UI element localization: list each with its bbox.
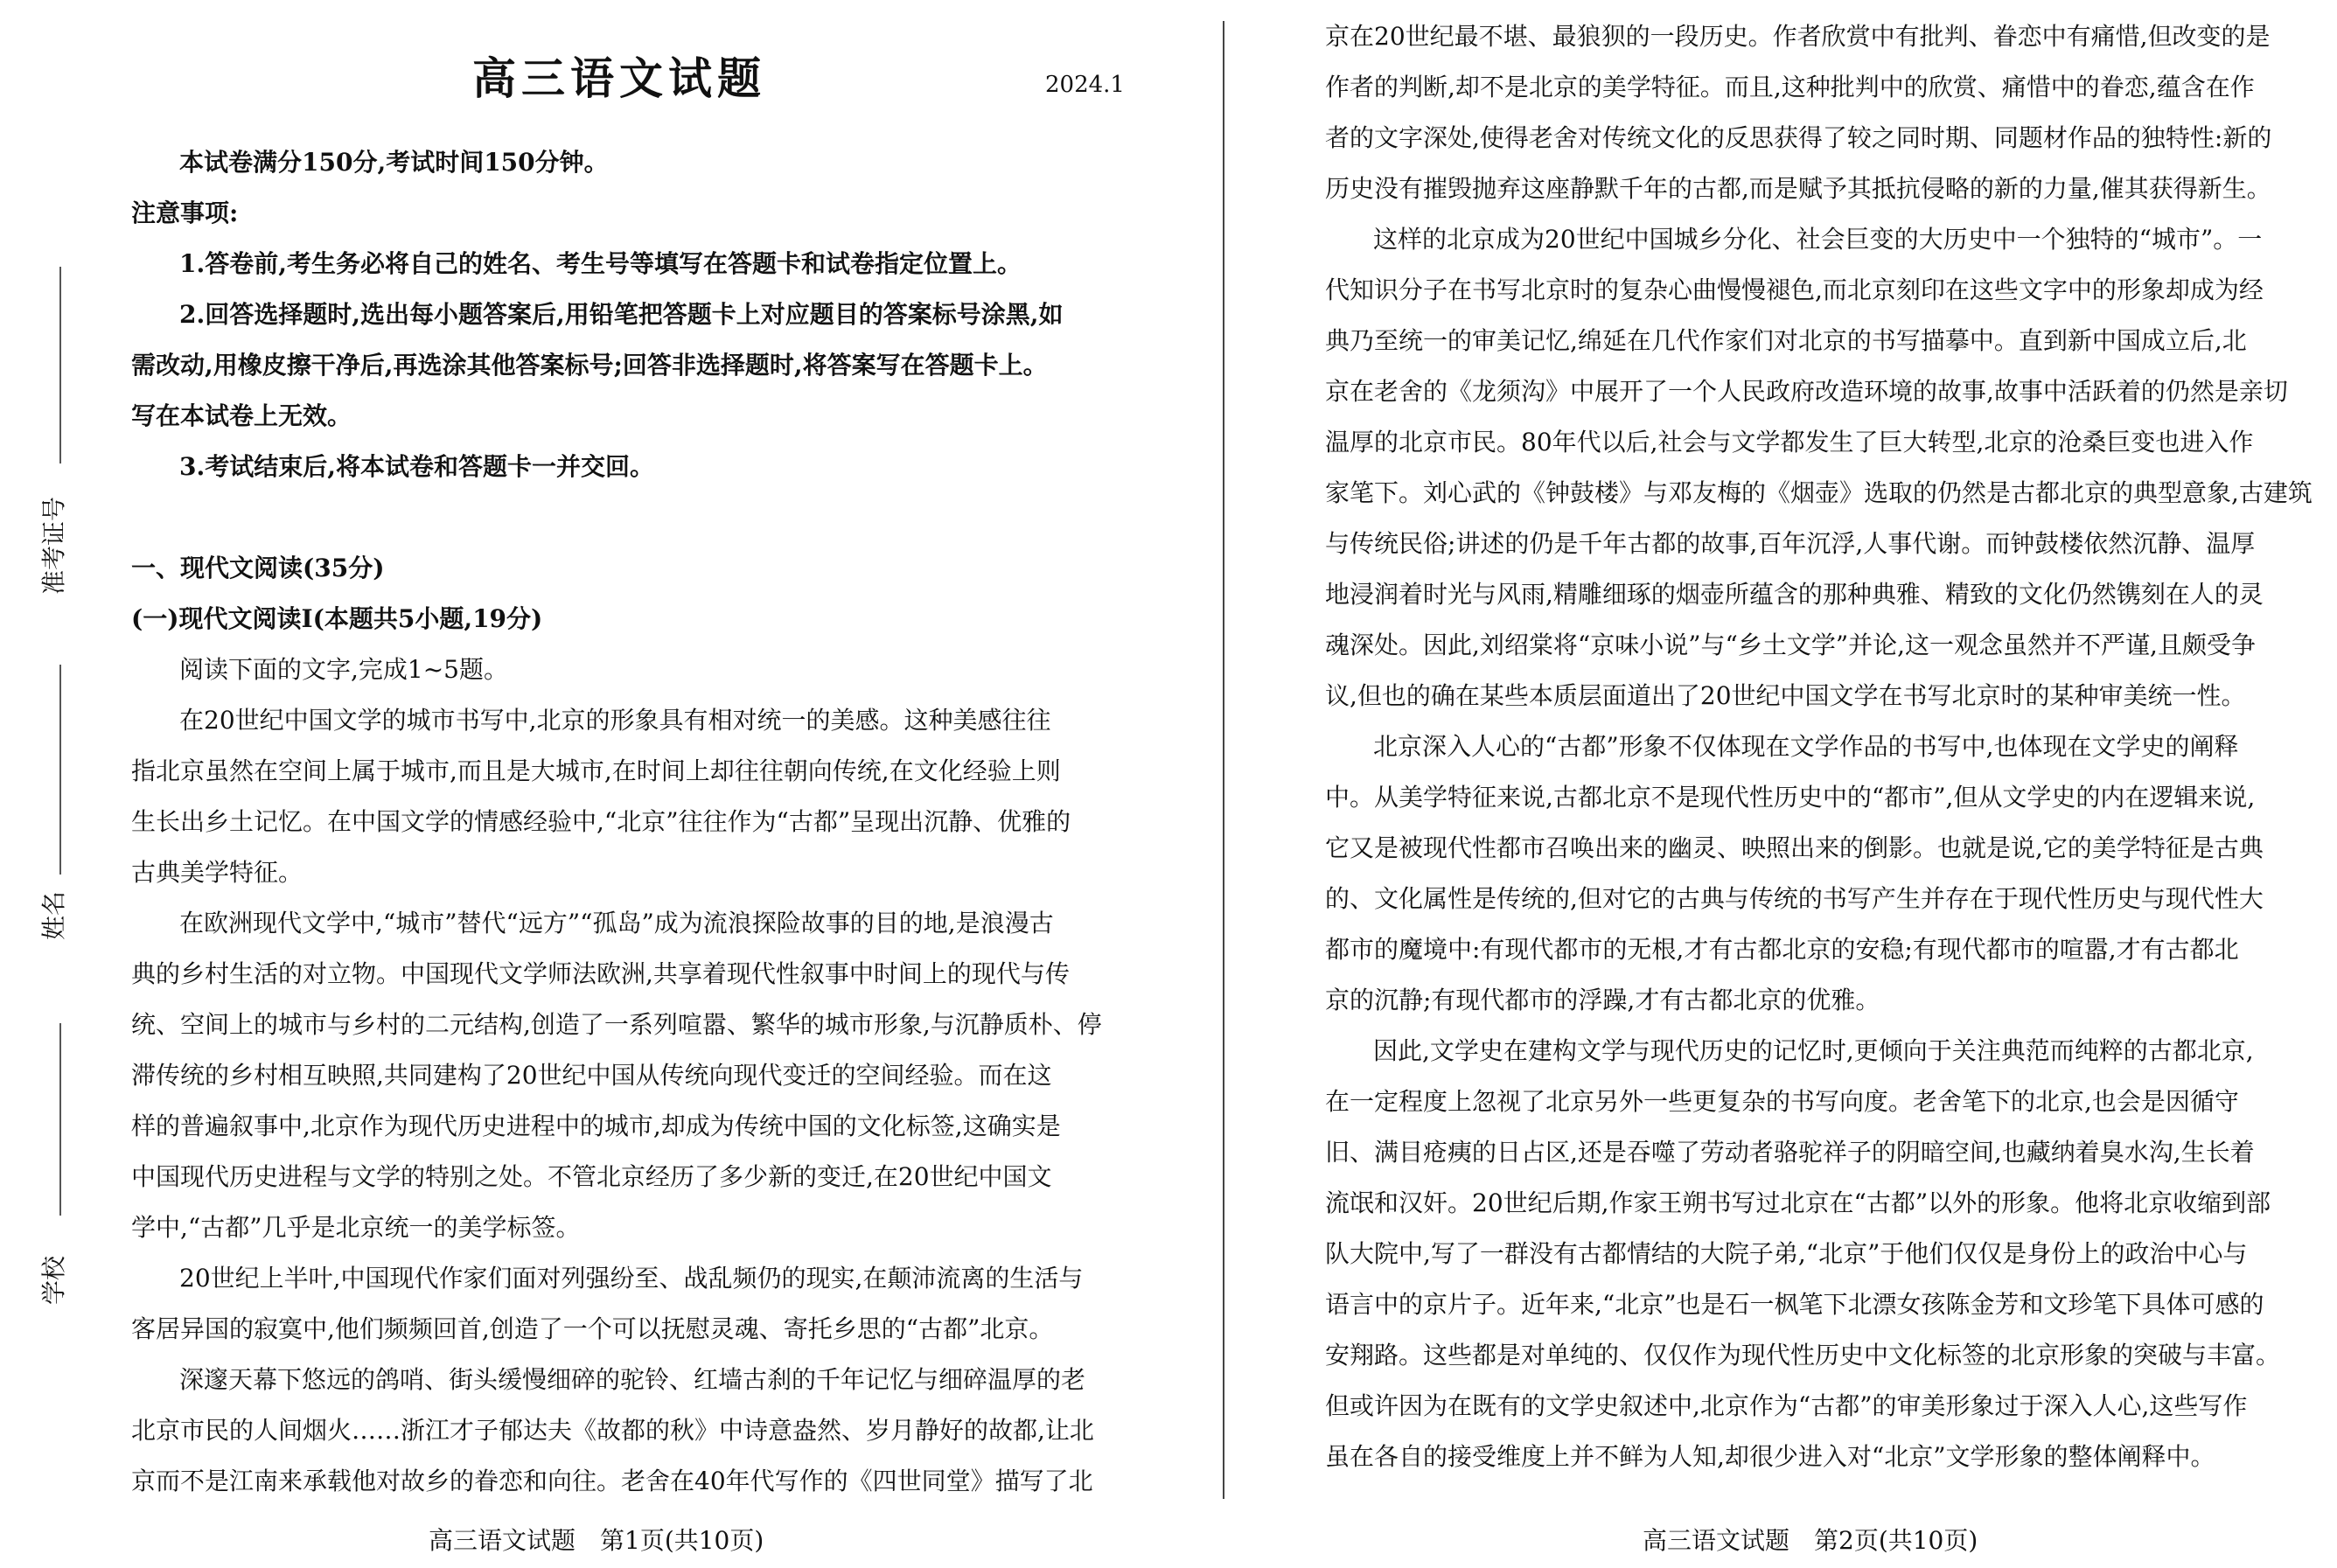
intro-text: 本试卷满分150分,考试时间150分钟。 [179, 148, 609, 177]
body-line: 队大院中,写了一群没有古都情结的大院子弟,“北京”于他们仅仅是身份上的政治中心与 [1325, 1239, 2248, 1268]
body-line: 议,但也的确在某些本质层面道出了20世纪中国文学在书写北京时的某种审美统一性。 [1325, 681, 2246, 710]
body-line: 作者的判断,却不是北京的美学特征。而且,这种批判中的欣赏、痛惜中的眷恋,蕴含在作 [1325, 73, 2255, 101]
page-1-footer: 高三语文试题 第1页(共10页) [429, 1526, 764, 1555]
body-line: 古典美学特征。 [131, 858, 303, 887]
body-line: 与传统民俗;讲述的仍是千年古都的故事,百年沉浮,人事代谢。而钟鼓楼依然沉静、温厚 [1325, 529, 2256, 558]
exam-number-label: 准考证号 [39, 496, 68, 595]
margin-line-3 [59, 1023, 61, 1216]
body-line: 但或许因为在既有的文学史叙述中,北京作为“古都”的审美形象过于深入人心,这些写作 [1325, 1391, 2248, 1420]
body-line: 者的文字深处,使得老舍对传统文化的反思获得了较之同时期、同题材作品的独特性:新的 [1325, 123, 2272, 152]
body-line: 指北京虽然在空间上属于城市,而且是大城市,在时间上却往往朝向传统,在文化经验上则 [131, 756, 1061, 785]
school-label: 学校 [39, 1255, 68, 1305]
body-line: 在一定程度上忽视了北京另外一些更复杂的书写向度。老舍笔下的北京,也会是因循守 [1325, 1087, 2239, 1116]
notice-item: 1.答卷前,考生务必将自己的姓名、考生号等填写在答题卡和试卷指定位置上。 [179, 249, 1022, 278]
body-line: 地浸润着时光与风雨,精雕细琢的烟壶所蕴含的那种典雅、精致的文化仍然镌刻在人的灵 [1325, 580, 2264, 609]
notice-item: 3.考试结束后,将本试卷和答题卡一并交回。 [179, 452, 654, 481]
body-line: 因此,文学史在建构文学与现代历史的记忆时,更倾向于关注典范而纯粹的古都北京, [1373, 1036, 2254, 1065]
instruction-text: 阅读下面的文字,完成1~5题。 [179, 655, 508, 684]
page-2-footer: 高三语文试题 第2页(共10页) [1643, 1526, 1978, 1555]
body-line: 深邃天幕下悠远的鸽哨、街头缓慢细碎的驼铃、红墙古刹的千年记忆与细碎温厚的老 [179, 1365, 1086, 1394]
notice-item: 需改动,用橡皮擦干净后,再选涂其他答案标号;回答非选择题时,将答案写在答题卡上。 [131, 351, 1048, 380]
notice-heading: 注意事项: [131, 199, 239, 227]
body-line: 京在20世纪最不堪、最狼狈的一段历史。作者欣赏中有批判、眷恋中有痛惜,但改变的是 [1325, 22, 2271, 51]
body-line: 流氓和汉奸。20世纪后期,作家王朔书写过北京在“古都”以外的形象。他将北京收缩到部 [1325, 1188, 2271, 1217]
body-line: 滞传统的乡村相互映照,共同建构了20世纪中国从传统向现代变迁的空间经验。而在这 [131, 1061, 1052, 1090]
body-line: 家笔下。刘心武的《钟鼓楼》与邓友梅的《烟壶》选取的仍然是古都北京的典型意象,古建筑 [1325, 478, 2313, 507]
body-line: 20世纪上半叶,中国现代作家们面对列强纷至、战乱频仍的现实,在颠沛流离的生活与 [179, 1264, 1084, 1293]
body-line: 在欧洲现代文学中,“城市”替代“远方”“孤岛”成为流浪探险故事的目的地,是浪漫古 [179, 909, 1054, 937]
body-line: 温厚的北京市民。80年代以后,社会与文学都发生了巨大转型,北京的沧桑巨变也进入作 [1325, 428, 2254, 456]
subsection-heading: (一)现代文阅读Ⅰ(本题共5小题,19分) [131, 604, 543, 633]
body-line: 中。从美学特征来说,古都北京不是现代性历史中的“都市”,但从文学史的内在逻辑来说, [1325, 783, 2256, 812]
body-line: 典的乡村生活的对立物。中国现代文学师法欧洲,共享着现代性叙事中时间上的现代与传 [131, 959, 1070, 988]
body-line: 典乃至统一的审美记忆,绵延在几代作家们对北京的书写描摹中。直到新中国成立后,北 [1325, 326, 2247, 355]
body-line: 京在老舍的《龙须沟》中展开了一个人民政府改造环境的故事,故事中活跃着的仍然是亲切 [1325, 377, 2288, 406]
body-line: 统、空间上的城市与乡村的二元结构,创造了一系列喧嚣、繁华的城市形象,与沉静质朴、停 [131, 1010, 1102, 1039]
margin-line-2 [59, 665, 61, 875]
section-heading: 一、现代文阅读(35分) [131, 554, 385, 582]
body-line: 历史没有摧毁抛弃这座静默千年的古都,而是赋予其抵抗侵略的新的力量,催其获得新生。 [1325, 174, 2271, 203]
body-line: 生长出乡土记忆。在中国文学的情感经验中,“北京”往往作为“古都”呈现出沉静、优雅的 [131, 807, 1071, 836]
notice-item: 写在本试卷上无效。 [131, 401, 352, 430]
body-line: 中国现代历史进程与文学的特别之处。不管北京经历了多少新的变迁,在20世纪中国文 [131, 1162, 1052, 1191]
margin-line-1 [59, 267, 61, 463]
body-line: 客居异国的寂寞中,他们频频回首,创造了一个可以抚慰灵魂、寄托乡思的“古都”北京。 [131, 1314, 1054, 1343]
body-line: 语言中的京片子。近年来,“北京”也是石一枫笔下北漂女孩陈金芳和文珍笔下具体可感的 [1325, 1290, 2264, 1319]
body-line: 北京深入人心的“古都”形象不仅体现在文学作品的书写中,也体现在文学史的阐释 [1373, 732, 2239, 761]
page-title: 高三语文试题 [472, 52, 766, 104]
body-line: 都市的魔境中:有现代都市的无根,才有古都北京的安稳;有现代都市的喧嚣,才有古都北 [1325, 935, 2239, 964]
body-line: 虽在各自的接受维度上并不鲜为人知,却很少进入对“北京”文学形象的整体阐释中。 [1325, 1442, 2215, 1471]
body-line: 样的普遍叙事中,北京作为现代历史进程中的城市,却成为传统中国的文化标签,这确实是 [131, 1112, 1061, 1140]
body-line: 这样的北京成为20世纪中国城乡分化、社会巨变的大历史中一个独特的“城市”。一 [1373, 225, 2263, 254]
body-line: 它又是被现代性都市召唤出来的幽灵、映照出来的倒影。也就是说,它的美学特征是古典 [1325, 833, 2264, 862]
body-line: 旧、满目疮痍的日占区,还是吞噬了劳动者骆驼祥子的阴暗空间,也藏纳着臭水沟,生长着 [1325, 1138, 2255, 1167]
body-line: 京而不是江南来承载他对故乡的眷恋和向往。老舍在40年代写作的《四世同堂》描写了北 [131, 1467, 1093, 1495]
body-line: 的、文化属性是传统的,但对它的古典与传统的书写产生并存在于现代性历史与现代性大 [1325, 884, 2264, 913]
body-line: 代知识分子在书写北京时的复杂心曲慢慢褪色,而北京刻印在这些文字中的形象却成为经 [1325, 275, 2264, 304]
body-line: 北京市民的人间烟火……浙江才子郁达夫《故都的秋》中诗意盎然、岁月静好的故都,让北 [131, 1416, 1094, 1445]
page-divider [1223, 21, 1224, 1499]
exam-date: 2024.1 [1045, 72, 1125, 98]
body-line: 在20世纪中国文学的城市书写中,北京的形象具有相对统一的美感。这种美感往往 [179, 706, 1051, 735]
body-line: 学中,“古都”几乎是北京统一的美学标签。 [131, 1213, 581, 1242]
body-line: 魂深处。因此,刘绍棠将“京味小说”与“乡土文学”并论,这一观念虽然并不严谨,且颇受争 [1325, 631, 2256, 659]
name-label: 姓名 [39, 890, 68, 940]
notice-item: 2.回答选择题时,选出每小题答案后,用铅笔把答题卡上对应题目的答案标号涂黑,如 [179, 300, 1064, 329]
body-line: 京的沉静;有现代都市的浮躁,才有古都北京的优雅。 [1325, 986, 1880, 1014]
body-line: 安翔路。这些都是对单纯的、仅仅作为现代性历史中文化标签的北京形象的突破与丰富。 [1325, 1341, 2281, 1369]
